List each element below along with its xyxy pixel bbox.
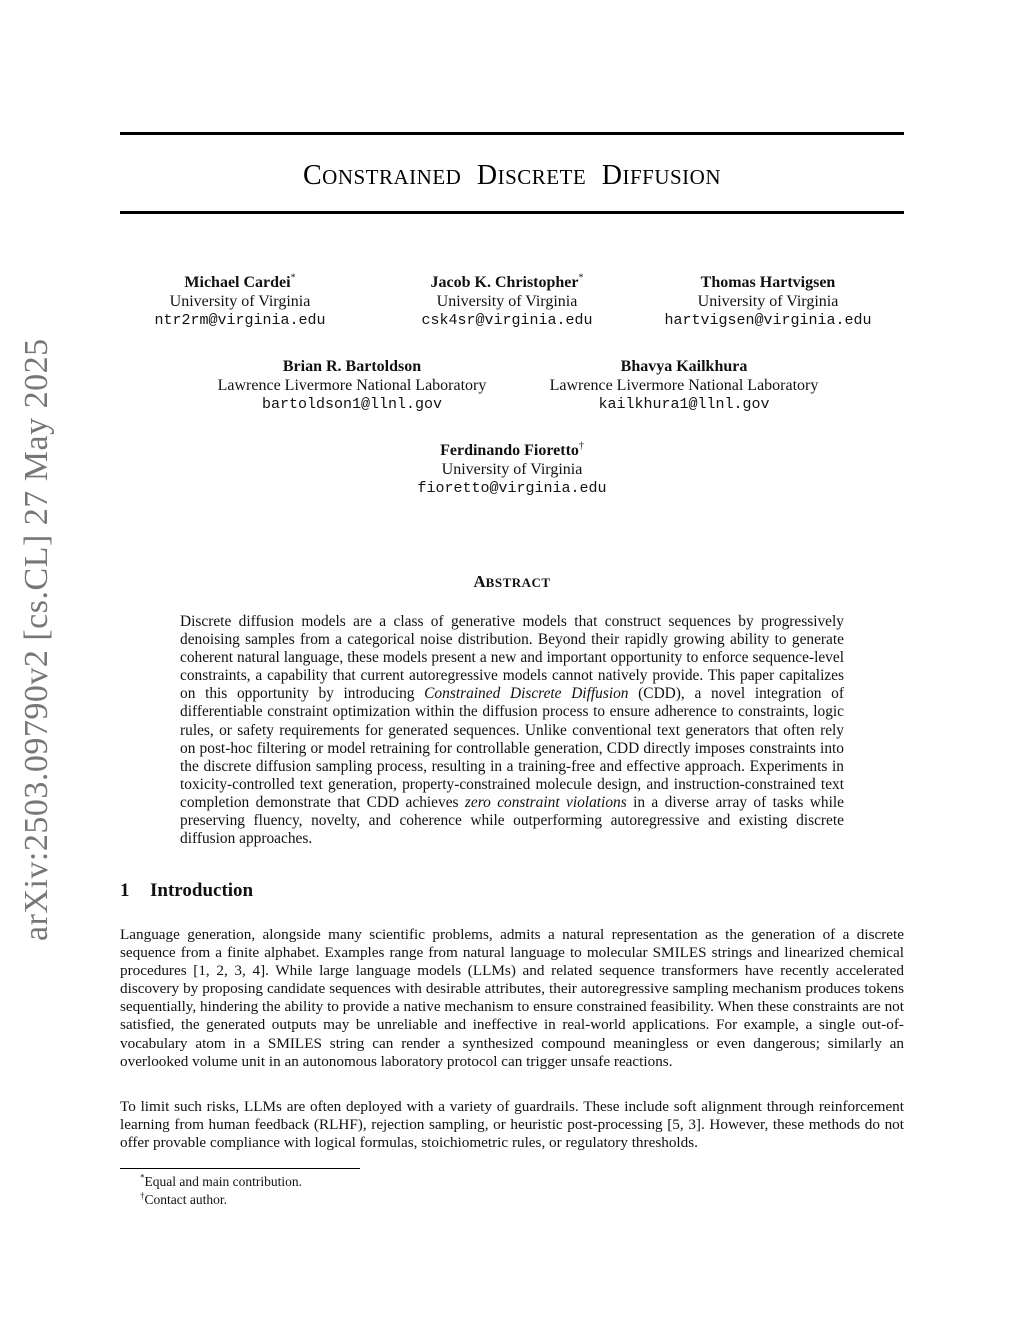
paper-title <box>120 160 904 192</box>
footnotes <box>140 1173 302 1209</box>
author-block <box>382 441 642 498</box>
abstract-emphasis: Constrained Discrete Diffusion <box>424 685 629 703</box>
author-affiliation: Lawrence Livermore National Laboratory <box>549 377 819 394</box>
title-word: DIFFUSION <box>601 160 722 191</box>
author-mark: * <box>290 272 296 284</box>
footnote-rule <box>120 1168 360 1169</box>
author-block <box>392 273 622 330</box>
author-name: Thomas Hartvigsen <box>700 274 836 291</box>
title-bottom-rule <box>120 211 904 214</box>
author-name: Jacob K. Christopher <box>430 274 579 291</box>
author-email[interactable]: hartvigsen@virginia.edu <box>664 312 872 329</box>
author-affiliation: University of Virginia <box>697 293 839 310</box>
author-name: Ferdinando Fioretto <box>440 442 579 459</box>
author-email[interactable]: kailkhura1@llnl.gov <box>598 396 770 413</box>
author-email[interactable]: bartoldson1@llnl.gov <box>261 396 443 413</box>
arxiv-side-stamp: arXiv:2503.09790v2 [cs.CL] 27 May 2025 <box>18 338 55 941</box>
abstract-body: Discrete diffusion models are a class of generative models that construct sequences by progressively denoising samples from a categorical noise distribution. Beyond their rapidly growing ability to generate coherent natural language, these models present a new and important opportunity to enforce sequence-level constraints, a capability that current autoregressive models cannot natively provide. This paper capitalizes on this opportunity by introducing Constrained Discrete Diffusion (CDD), a novel integration of differentiable constraint optimization within the diffusion process to ensure adherence to constraints, logic rules, or safety requirements for generated sequences. Unlike conventional text generators that often rely on post-hoc filtering or model retraining for controllable generation, CDD directly imposes constraints into the discrete diffusion sampling process, resulting in a training-free and effective approach. Experiments in toxicity-controlled text generation, property-constrained molecule design, and instruction-constrained text completion demonstrate that CDD achieves zero constraint violations in a diverse array of tasks while preserving fluency, novelty, and coherence while outperforming autoregressive and existing discrete diffusion approaches. <box>180 613 844 848</box>
author-block <box>197 357 507 414</box>
abstract-heading: ABSTRACT <box>473 572 551 591</box>
author-email[interactable]: fioretto@virginia.edu <box>417 480 607 497</box>
author-block <box>648 273 888 330</box>
intro-paragraph: Language generation, alongside many scientific problems, admits a natural representation as the generation of a discrete sequence from a finite alphabet. Examples range from natural language to molecular SMILES strings and linearized chemical procedures [1, 2, 3, 4]. While large language models (LLMs) and related sequence transformers have recently accelerated discovery by proposing candidate sequences with desirable attributes, their autoregressive sampling mechanism produces tokens sequentially, hindering the ability to provide a native mechanism to ensure constrained feasibility. When these constraints are not satisfied, the generated outputs may be unreliable and ineffective in real-world applications. For example, a single out-of-vocabulary atom in a SMILES string can render a synthesized compound meaningless or even dangerous; similarly an overlooked volume unit in an autonomous laboratory protocol can trigger unsafe reactions. <box>120 926 904 1070</box>
author-mark: † <box>578 440 584 452</box>
author-block <box>529 357 839 414</box>
author-email[interactable]: ntr2rm@virginia.edu <box>154 312 326 329</box>
author-affiliation: Lawrence Livermore National Laboratory <box>217 377 487 394</box>
author-email[interactable]: csk4sr@virginia.edu <box>421 312 593 329</box>
author-mark: * <box>578 272 584 284</box>
section-title: Introduction <box>150 880 254 901</box>
author-affiliation: University of Virginia <box>436 293 578 310</box>
author-name: Brian R. Bartoldson <box>282 358 422 375</box>
intro-paragraph: To limit such risks, LLMs are often deployed with a variety of guardrails. These include soft alignment through reinforcement learning from human feedback (RLHF), rejection sampling, or heuristic post-processing [5, 3]. However, these methods do not offer provable compliance with logical formulas, stoichiometric rules, or regulatory thresholds. <box>120 1098 904 1152</box>
abstract-emphasis: zero constraint violations <box>464 793 627 811</box>
section-heading <box>120 880 253 902</box>
title-word: DISCRETE <box>476 160 587 191</box>
footnote: *Equal and main contribution. <box>140 1172 302 1189</box>
author-name: Michael Cardei <box>184 274 291 291</box>
title-top-rule <box>120 132 904 135</box>
footnote: †Contact author. <box>140 1190 227 1207</box>
author-affiliation: University of Virginia <box>441 461 583 478</box>
author-block <box>130 273 350 330</box>
author-affiliation: University of Virginia <box>169 293 311 310</box>
author-name: Bhavya Kailkhura <box>620 358 748 375</box>
title-word: CONSTRAINED <box>302 160 462 191</box>
section-number: 1 <box>120 880 130 901</box>
